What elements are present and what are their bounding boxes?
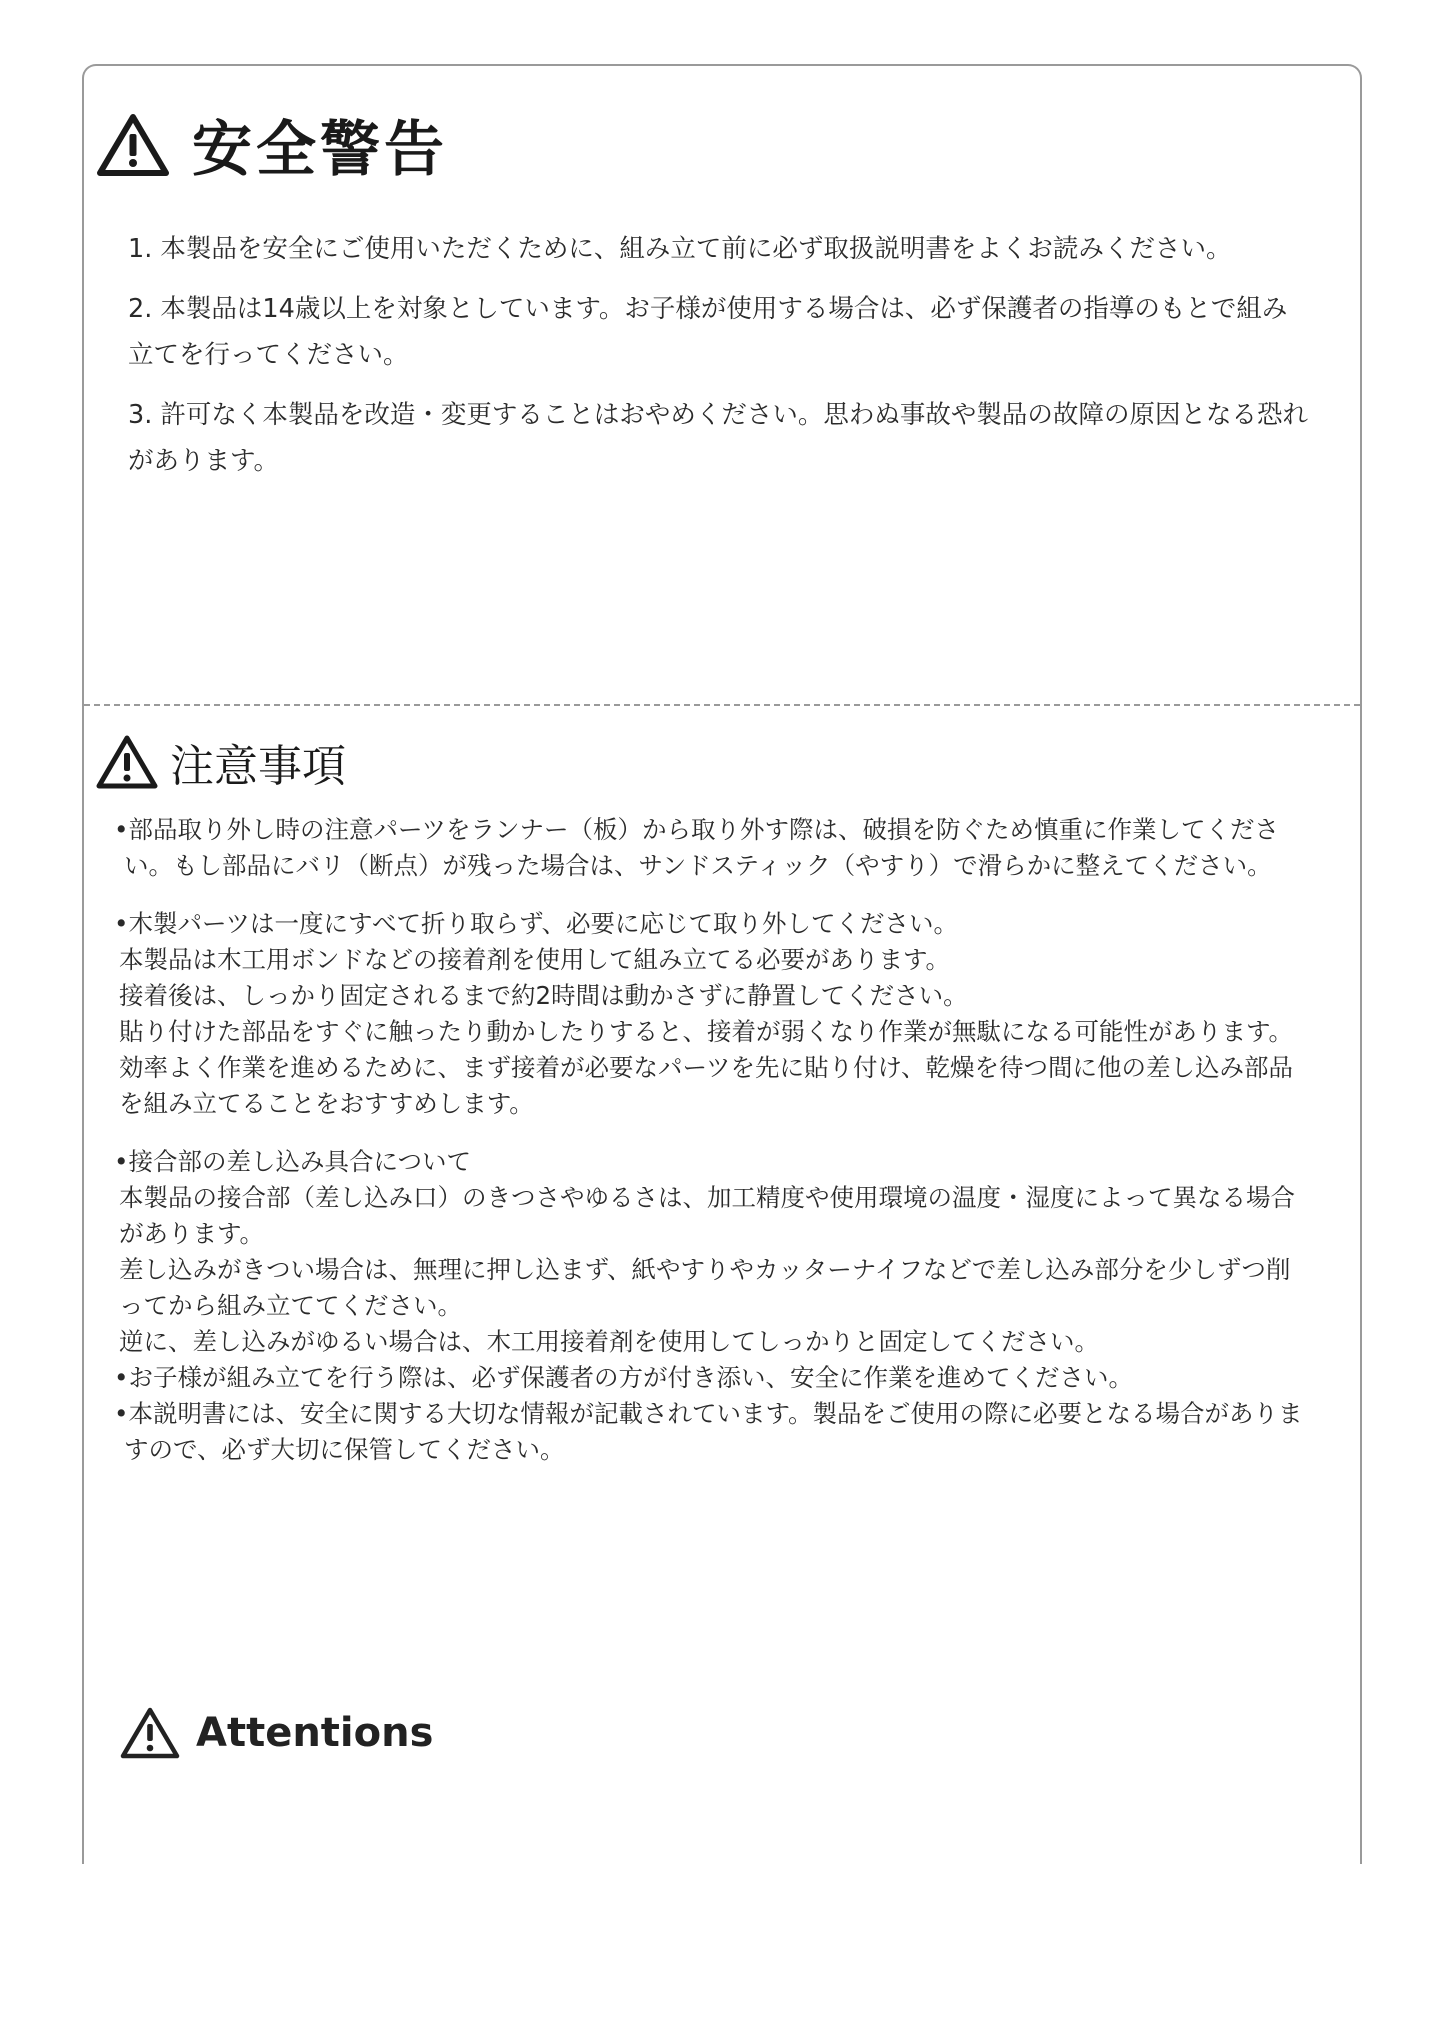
note-line: 本製品は木工用ボンドなどの接着剤を使用して組み立てる必要があります。 xyxy=(119,945,951,974)
note-line: 本製品の接合部（差し込み口）のきつさやゆるさは、加工精度や使用環境の温度・湿度によって異なる場合があります。 xyxy=(119,1183,1295,1248)
warning-triangle-icon xyxy=(96,112,170,178)
note-line: 逆に、差し込みがゆるい場合は、木工用接着剤を使用してしっかりと固定してください。 xyxy=(119,1327,1099,1356)
safety-item: 3. 許可なく本製品を改造・変更することはおやめください。思わぬ事故や製品の故障の原因となる恐れがあります。 xyxy=(128,400,1308,476)
note-block-parts-removal xyxy=(114,812,1304,884)
safety-item: 2. 本製品は14歳以上を対象としています。お子様が使用する場合は、必ず保護者の指導のもとで組み立てを行ってください。 xyxy=(128,294,1288,370)
note-line: 差し込みがきつい場合は、無理に押し込まず、紙やすりやカッターナイフなどで差し込み部分を少しずつ削ってから組み立ててください。 xyxy=(119,1255,1291,1320)
note-block-gluing xyxy=(114,906,1304,1122)
note-line: •接合部の差し込み具合について xyxy=(114,1147,471,1176)
note-line: 接着後は、しっかり固定されるまで約2時間は動かさずに静置してください。 xyxy=(119,981,968,1010)
warning-triangle-icon xyxy=(96,734,158,790)
section-divider xyxy=(84,704,1360,706)
note-line: •お子様が組み立てを行う際は、必ず保護者の方が付き添い、安全に作業を進めてください。 xyxy=(114,1363,1133,1392)
safety-warning-title: 安全警告 xyxy=(192,115,448,185)
attentions-title: Attentions xyxy=(196,1710,434,1756)
precautions-notes xyxy=(114,812,1304,1468)
safety-warning-list xyxy=(128,226,1308,498)
precautions-heading xyxy=(96,730,346,794)
note-line: •木製パーツは一度にすべて折り取らず、必要に応じて取り外してください。 xyxy=(114,909,959,938)
warning-triangle-icon xyxy=(120,1706,180,1760)
note-block-joints xyxy=(114,1144,1304,1468)
note-line: •部品取り外し時の注意パーツをランナー（板）から取り外す際は、破損を防ぐため慎重に作業してください。もし部品にバリ（断点）が残った場合は、サンドスティック（やすり）で滑らかに整えてください。 xyxy=(114,815,1279,880)
precautions-title: 注意事項 xyxy=(170,741,346,792)
note-line: 貼り付けた部品をすぐに触ったり動かしたりすると、接着が弱くなり作業が無駄になる可能性があります。 xyxy=(119,1017,1294,1046)
attentions-heading xyxy=(120,1706,433,1760)
safety-item: 1. 本製品を安全にご使用いただくために、組み立て前に必ず取扱説明書をよくお読みください。 xyxy=(128,234,1232,264)
note-line: 効率よく作業を進めるために、まず接着が必要なパーツを先に貼り付け、乾燥を待つ間に他の差し込み部品を組み立てることをおすすめします。 xyxy=(119,1053,1294,1118)
note-line: •本説明書には、安全に関する大切な情報が記載されています。製品をご使用の際に必要となる場合がありますので、必ず大切に保管してください。 xyxy=(114,1399,1303,1464)
safety-warning-heading xyxy=(96,102,448,188)
